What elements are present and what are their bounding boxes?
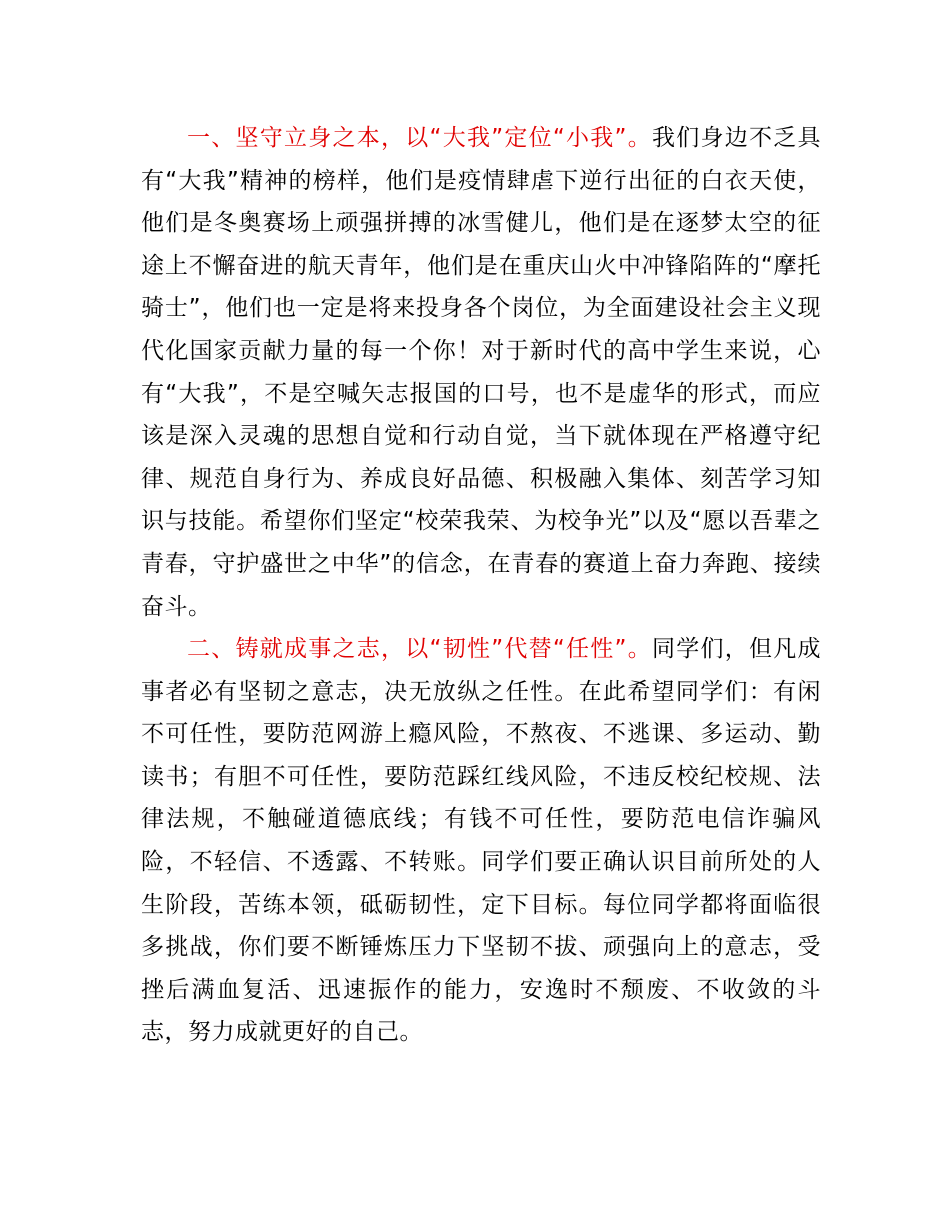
paragraph-1-heading: 一、坚守立身之本，以“大我”定位“小我”。 [187,125,652,151]
paragraph-1 [141,117,821,628]
paragraph-2 [141,628,821,1054]
paragraph-2-heading: 二、铸就成事之志，以“韧性”代替“任性”。 [187,636,652,662]
paragraph-2-body: 同学们，但凡成事者必有坚韧之意志，决无放纵之任性。在此希望同学们：有闲不可任性，要防范网游上瘾风险，不熬夜、不逃课、多运动、勤读书；有胆不可任性，要防范踩红线风险，不违反校纪校规、法律法规，不触碰道德底线；有钱不可任性，要防范电信诈骗风险，不轻信、不透露、不转账。同学们要正确认识目前所处的人生阶段，苦练本领，砥砺韧性，定下目标。每位同学都将面临很多挑战，你们要不断锤炼压力下坚韧不拔、顽强向上的意志，受挫后满血复活、迅速振作的能力，安逸时不颓废、不收敛的斗志，努力成就更好的自己。 [141,636,822,1046]
paragraph-1-body: 我们身边不乏具有“大我”精神的榜样，他们是疫情肆虐下逆行出征的白衣天使，他们是冬奥赛场上顽强拼搏的冰雪健儿，他们是在逐梦太空的征途上不懈奋进的航天青年，他们是在重庆山火中冲锋陷阵的“摩托骑士”，他们也一定是将来投身各个岗位，为全面建设社会主义现代化国家贡献力量的每一个你！对于新时代的高中学生来说，心有“大我”，不是空喊矢志报国的口号，也不是虚华的形式，而应该是深入灵魂的思想自觉和行动自觉，当下就体现在严格遵守纪律、规范自身行为、养成良好品德、积极融入集体、刻苦学习知识与技能。希望你们坚定“校荣我荣、为校争光”以及“愿以吾辈之青春，守护盛世之中华”的信念，在青春的赛道上奋力奔跑、接续奋斗。 [141,125,822,620]
